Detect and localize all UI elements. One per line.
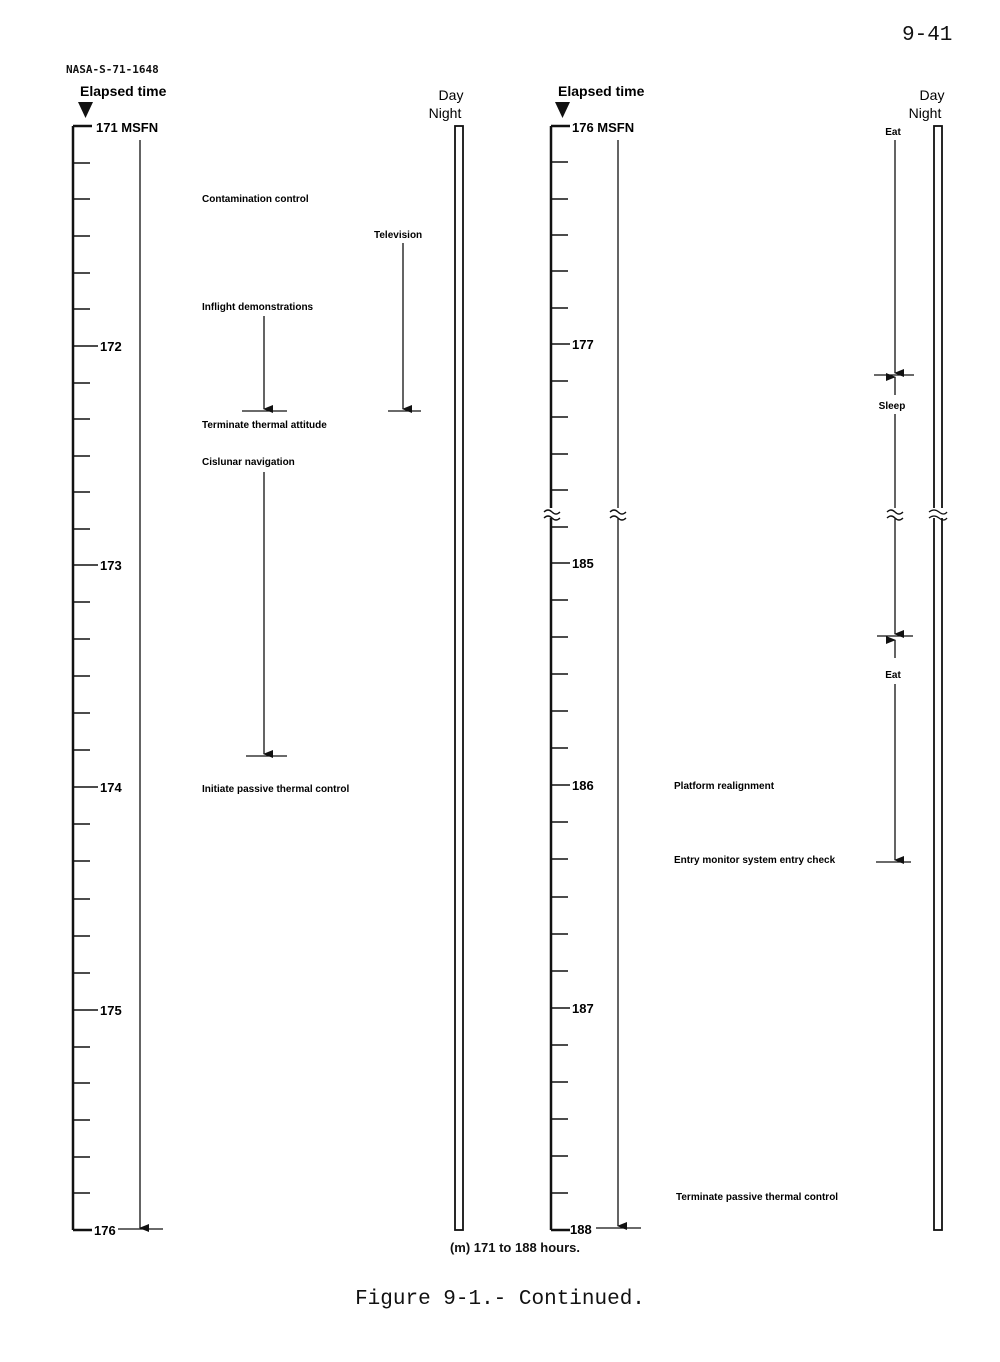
figure-subcaption: (m) 171 to 188 hours.: [449, 1240, 581, 1255]
elapsed-time-arrow-icon: [555, 102, 570, 118]
hour-label: 188: [570, 1222, 592, 1237]
hour-label: 173: [100, 558, 122, 573]
event-television: Television: [374, 230, 423, 241]
column-2-header: Elapsed time: [558, 83, 645, 99]
event-sleep: Sleep: [878, 401, 906, 412]
event-inflight-demonstrations: Inflight demonstrations: [202, 302, 314, 313]
night-label: Night: [428, 105, 462, 121]
start-label: 176 MSFN: [572, 120, 635, 135]
hour-label: 175: [100, 1003, 122, 1018]
figure-caption: Figure 9-1.- Continued.: [355, 1288, 645, 1311]
day-label: Day: [919, 87, 945, 103]
event-contamination-control: Contamination control: [202, 194, 309, 205]
event-terminate-thermal-attitude: Terminate thermal attitude: [202, 420, 327, 431]
event-initiate-passive-thermal-control: Initiate passive thermal control: [202, 784, 350, 795]
day-night-bar: [455, 126, 463, 1230]
hour-label: 172: [100, 339, 122, 354]
elapsed-time-column-1: [73, 83, 463, 1238]
elapsed-time-column-2: [543, 83, 948, 1237]
event-entry-monitor-check: Entry monitor system entry check: [674, 855, 836, 866]
event-cislunar-navigation: Cislunar navigation: [202, 457, 295, 468]
start-label: 171 MSFN: [96, 120, 159, 135]
hour-label: 176: [94, 1223, 116, 1238]
minor-ticks: [551, 162, 568, 1193]
event-terminate-passive-thermal-control: Terminate passive thermal control: [676, 1192, 839, 1203]
hour-label: 185: [572, 556, 594, 571]
column-1-header: Elapsed time: [80, 83, 167, 99]
night-label: Night: [908, 105, 942, 121]
event-eat-1: Eat: [885, 127, 901, 138]
hour-label: 174: [100, 780, 122, 795]
day-label: Day: [438, 87, 464, 103]
event-platform-realignment: Platform realignment: [674, 781, 775, 792]
day-night-bar: [934, 126, 942, 1230]
hour-label: 186: [572, 778, 594, 793]
document-id: NASA-S-71-1648: [66, 63, 159, 76]
page-number: 9-41: [902, 24, 953, 47]
hour-label: 177: [572, 337, 594, 352]
elapsed-time-arrow-icon: [78, 102, 93, 118]
event-eat-2: Eat: [885, 670, 901, 681]
minor-ticks: [73, 163, 90, 1193]
hour-label: 187: [572, 1001, 594, 1016]
